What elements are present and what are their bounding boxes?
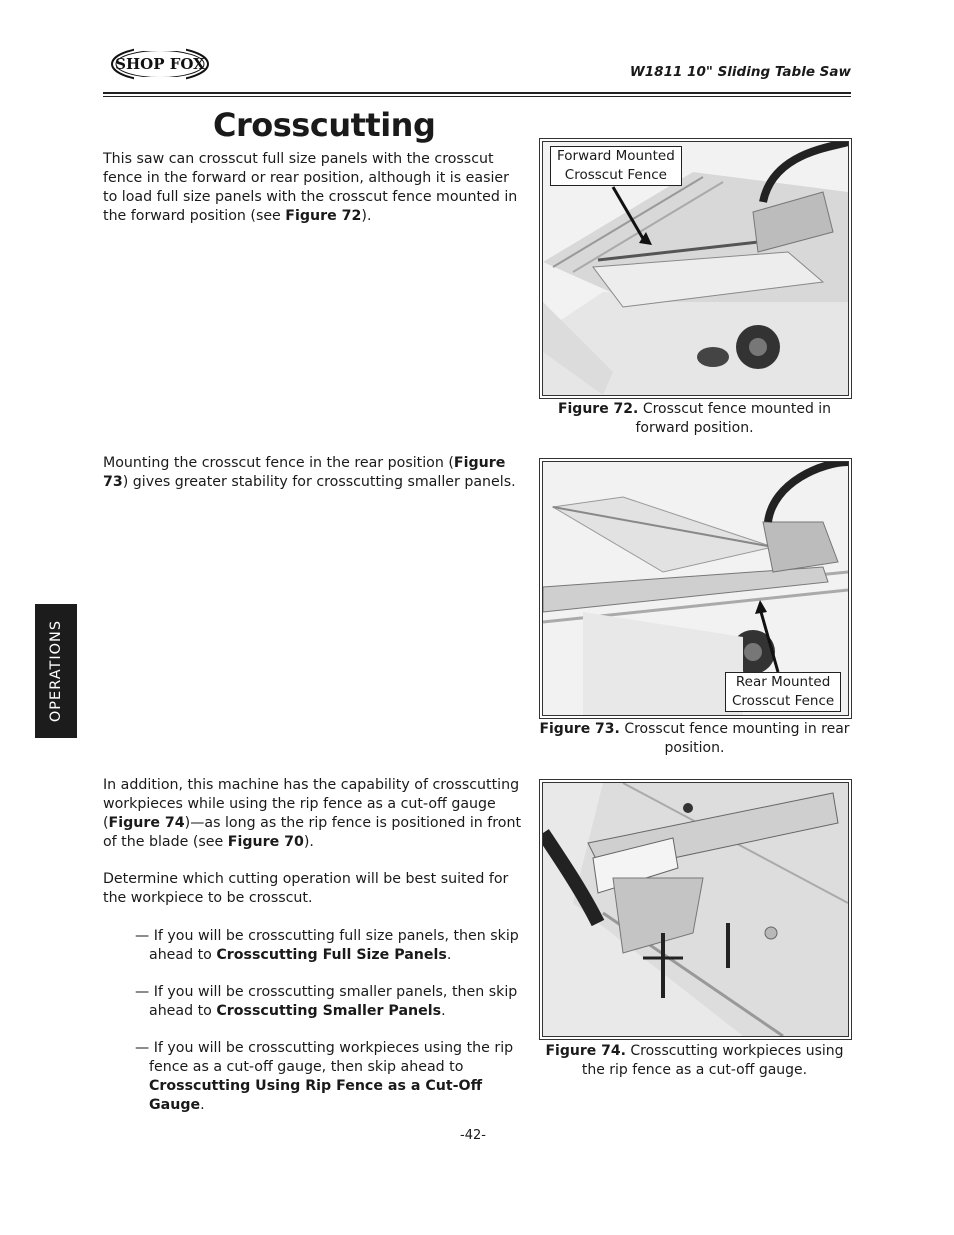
figure-73-caption: Figure 73. Crosscut fence mounting in rear position.: [539, 721, 850, 756]
callout-forward-fence: Forward Mounted Crosscut Fence: [550, 146, 682, 186]
paragraph-rip-fence-gauge: In addition, this machine has the capability of crosscutting workpieces while using the rip fence as a cut-off gauge (Figure 74)—as long as the rip fence is positioned in front of the blade (see Figure 70).: [103, 777, 522, 850]
page-number: -42-: [460, 1128, 486, 1143]
figure-72-caption: Figure 72. Crosscut fence mounted in forward position.: [557, 401, 832, 436]
operations-side-tab: [35, 604, 77, 738]
option-rip-fence: — If you will be crosscutting workpieces using the rip fence as a cut-off gauge, then skip ahead to Crosscutting Using Rip Fence as a Cut-Off Gauge.: [135, 1040, 514, 1113]
option-full-size: — If you will be crosscutting full size panels, then skip ahead to Crosscutting Full Size Panels.: [135, 928, 519, 963]
figure-72-photo: [539, 138, 852, 399]
svg-text:SHOP FOX: SHOP FOX: [115, 55, 205, 73]
figure-74-photo: [539, 779, 852, 1040]
paragraph-determine-operation: Determine which cutting operation will be best suited for the workpiece to be crosscut.: [103, 871, 509, 906]
paragraph-intro: This saw can crosscut full size panels with the crosscut fence in the forward or rear position, although it is easier to load full size panels with the crosscut fence mounted in the forward position (see Figure 72).: [103, 151, 518, 224]
saw-rip-fence-gauge-illustration: [543, 783, 848, 1036]
figure-74-caption: Figure 74. Crosscutting workpieces using the rip fence as a cut-off gauge.: [545, 1043, 844, 1078]
header-rule-thin: [103, 96, 851, 97]
document-title: W1811 10" Sliding Table Saw: [629, 64, 851, 80]
callout-rear-fence: Rear Mounted Crosscut Fence: [725, 672, 841, 712]
paragraph-rear-position: Mounting the crosscut fence in the rear position (Figure 73) gives greater stability for crosscutting smaller panels.: [103, 455, 516, 490]
figure-73-photo: [539, 458, 852, 719]
header-rule: [103, 92, 851, 94]
side-tab-label: OPERATIONS: [48, 619, 64, 723]
shop-fox-logo: [110, 44, 210, 84]
option-smaller-panels: — If you will be crosscutting smaller panels, then skip ahead to Crosscutting Smaller Panels.: [135, 984, 518, 1019]
page-title: Crosscutting: [213, 106, 436, 144]
